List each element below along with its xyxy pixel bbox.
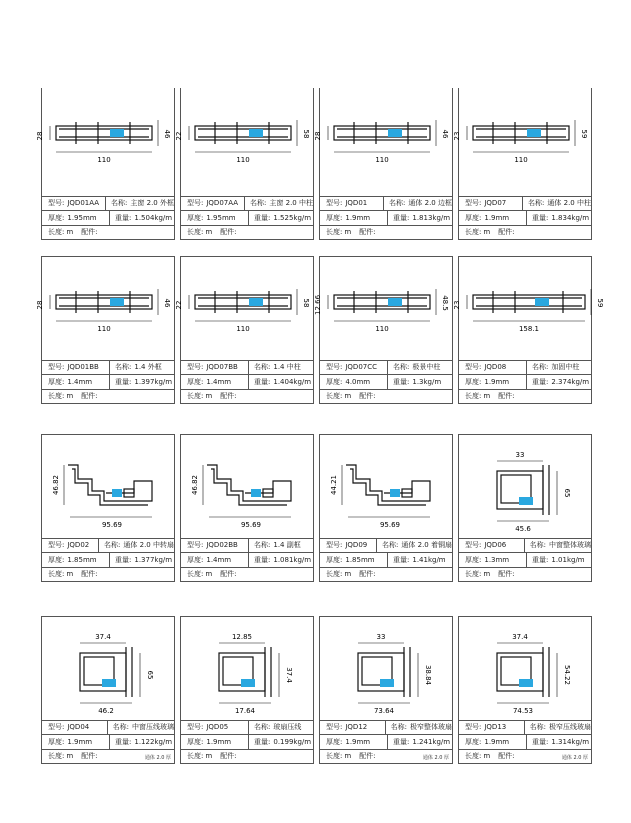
profile-drawing [453, 257, 604, 360]
material-note: 通体 2.0 厚 [561, 755, 588, 761]
thickness-value: 1.9mm [67, 737, 93, 746]
spec-row-thickness: 厚度: 1.85mm 重量: 1.377kg/m [42, 552, 174, 567]
name-value: 1.4 中柱 [273, 363, 301, 372]
spec-table [459, 720, 591, 764]
dim-label: 23 [453, 300, 461, 310]
dim-label: 12.66 [314, 294, 322, 316]
thickness-value: 1.9mm [484, 377, 510, 386]
dim-label: 48.5 [441, 295, 449, 311]
profile-card-jqd07 [453, 88, 592, 240]
name-value: 1.4 外框 [134, 363, 162, 372]
spec-table [320, 196, 452, 240]
model-value: JQD06 [484, 541, 507, 550]
length-unit: m [66, 228, 74, 237]
spec-row-thickness: 厚度: 1.9mm 重量: 2.374kg/m [459, 374, 591, 389]
profile-drawing [320, 617, 452, 720]
spec-table [181, 720, 313, 764]
spec-row-length: 长度: m 配件: [459, 567, 591, 582]
thickness-value: 1.3mm [484, 555, 510, 564]
dim-label: 65 [563, 488, 571, 498]
dim-label: 58 [302, 129, 310, 139]
spec-row-thickness: 厚度: 1.9mm 重量: 1.834kg/m [459, 210, 591, 225]
spec-row-thickness: 厚度: 1.9mm 重量: 1.314kg/m [459, 734, 591, 749]
model-value: JQD04 [67, 723, 90, 732]
drawing-area [314, 257, 452, 360]
spec-table [181, 360, 313, 404]
spec-row-thickness: 厚度: 1.4mm 重量: 1.081kg/m [181, 552, 313, 567]
dim-label: 110 [514, 156, 528, 164]
profile-drawing [320, 435, 452, 538]
profile-card-jqd08 [453, 256, 604, 404]
drawing-area [453, 257, 604, 360]
parts-label: 配件: [81, 752, 98, 761]
spec-row-length: 长度: m 配件: [42, 389, 174, 404]
spec-row-model: 型号: JQD07BB 名称: 1.4 中柱 [181, 360, 313, 375]
spec-table [459, 196, 591, 240]
spec-table [459, 360, 591, 404]
parts-label: 配件: [220, 392, 237, 401]
model-value: JQD12 [345, 723, 368, 732]
name-value: 1.4 副框 [273, 541, 301, 550]
profile-card-jqd02bb [180, 434, 314, 582]
dim-label: 110 [236, 325, 250, 333]
weight-value: 1.41kg/m [412, 555, 446, 564]
weight-value: 0.199kg/m [273, 737, 312, 746]
model-value: JQD01 [345, 199, 368, 208]
parts-label: 配件: [220, 570, 237, 579]
dim-label: 37.4 [512, 633, 528, 641]
dim-label: 46 [163, 298, 171, 308]
drawing-area [36, 257, 174, 360]
profile-card-jqd01bb [36, 256, 175, 404]
spec-row-length: 长度: m 配件: [459, 389, 591, 404]
spec-table [459, 538, 591, 582]
spec-row-length: 长度: m 配件: [320, 749, 452, 764]
weight-value: 1.504kg/m [134, 213, 173, 222]
spec-row-model: 型号: JQD13 名称: 极窄压线玻扇 [459, 720, 591, 735]
profile-drawing [459, 617, 591, 720]
weight-value: 1.377kg/m [134, 555, 173, 564]
profile-card-jqd07cc [314, 256, 453, 404]
name-value: 主窗 2.0 中柱 [269, 199, 313, 208]
profile-drawing [459, 435, 591, 538]
spec-row-model: 型号: JQD01 名称: 通体 2.0 边框 [320, 196, 452, 211]
spec-table [42, 360, 174, 404]
drawing-area [181, 435, 313, 538]
dim-label: 28 [314, 131, 322, 141]
spec-table [320, 720, 452, 764]
parts-label: 配件: [220, 228, 237, 237]
profile-card-jqd09 [319, 434, 453, 582]
spec-table [181, 196, 313, 240]
length-unit: m [483, 752, 491, 761]
dim-label: 46.2 [98, 707, 114, 715]
dim-label: 12.85 [231, 633, 253, 641]
spec-row-thickness: 厚度: 1.9mm 重量: 1.813kg/m [320, 210, 452, 225]
name-value: 通体 2.0 中转扇 [123, 541, 174, 550]
spec-row-length: 长度: m 配件: [320, 225, 452, 240]
weight-value: 1.122kg/m [134, 737, 173, 746]
name-value: 玻扇压线 [273, 723, 302, 732]
thickness-value: 1.9mm [345, 213, 371, 222]
dim-label: 54.22 [563, 664, 571, 686]
dim-label: 38.84 [424, 664, 432, 686]
dim-label: 46.82 [191, 474, 199, 496]
model-value: JQD09 [345, 541, 368, 550]
model-value: JQD07BB [206, 363, 238, 372]
weight-value: 2.374kg/m [551, 377, 590, 386]
dim-label: 28 [36, 300, 44, 310]
parts-label: 配件: [498, 570, 515, 579]
length-unit: m [205, 228, 213, 237]
profile-drawing [181, 435, 313, 538]
dim-label: 46 [441, 129, 449, 139]
dim-label: 33 [376, 633, 386, 641]
parts-label: 配件: [498, 228, 515, 237]
drawing-area [42, 435, 174, 538]
model-value: JQD05 [206, 723, 229, 732]
spec-row-length: 长度: m 配件: [42, 749, 174, 764]
profile-card-jqd04 [41, 616, 175, 764]
profile-card-jqd07bb [175, 256, 314, 404]
length-unit: m [344, 228, 352, 237]
drawing-area [320, 435, 452, 538]
spec-row-model: 型号: JQD12 名称: 极窄整体玻扇 [320, 720, 452, 735]
dim-label: 110 [236, 156, 250, 164]
model-value: JQD08 [484, 363, 507, 372]
profile-drawing [36, 88, 174, 191]
spec-table [320, 360, 452, 404]
drawing-area [36, 88, 174, 191]
parts-label: 配件: [81, 392, 98, 401]
profile-drawing [42, 617, 174, 720]
material-note: 通体 2.0 厚 [144, 755, 171, 761]
length-unit: m [483, 228, 491, 237]
spec-row-model: 型号: JQD01AA 名称: 主窗 2.0 外框 [42, 196, 174, 211]
drawing-area [181, 617, 313, 720]
drawing-area [453, 88, 591, 191]
spec-row-length: 长度: m 配件: [42, 225, 174, 240]
drawing-area [175, 88, 313, 191]
profile-card-jqd13 [458, 616, 592, 764]
dim-label: 23 [453, 131, 461, 141]
length-unit: m [205, 752, 213, 761]
parts-label: 配件: [81, 228, 98, 237]
spec-row-length: 长度: m 配件: [42, 567, 174, 582]
spec-table [42, 196, 174, 240]
dim-label: 46.82 [52, 474, 60, 496]
length-unit: m [205, 570, 213, 579]
dim-label: 59 [580, 129, 588, 139]
weight-value: 1.3kg/m [412, 377, 442, 386]
spec-row-thickness: 厚度: 1.95mm 重量: 1.504kg/m [42, 210, 174, 225]
profile-drawing [453, 88, 591, 191]
spec-row-thickness: 厚度: 1.3mm 重量: 1.01kg/m [459, 552, 591, 567]
spec-row-model: 型号: JQD05 名称: 玻扇压线 [181, 720, 313, 735]
length-unit: m [66, 570, 74, 579]
spec-row-thickness: 厚度: 1.4mm 重量: 1.397kg/m [42, 374, 174, 389]
profile-drawing [175, 88, 313, 191]
parts-label: 配件: [359, 752, 376, 761]
profile-card-jqd01 [314, 88, 453, 240]
name-value: 中窗压线玻璃 [132, 723, 174, 732]
weight-value: 1.241kg/m [412, 737, 451, 746]
weight-value: 1.813kg/m [412, 213, 451, 222]
name-value: 通体 2.0 中柱 [547, 199, 591, 208]
spec-row-model: 型号: JQD02 名称: 通体 2.0 中转扇 [42, 538, 174, 553]
dim-label: 37.4 [95, 633, 111, 641]
parts-label: 配件: [498, 392, 515, 401]
dim-label: 44.21 [330, 474, 338, 496]
spec-row-thickness: 厚度: 1.9mm 重量: 0.199kg/m [181, 734, 313, 749]
spec-row-model: 型号: JQD08 名称: 加固中柱 [459, 360, 591, 375]
spec-row-model: 型号: JQD07 名称: 通体 2.0 中柱 [459, 196, 591, 211]
profile-drawing [36, 257, 174, 360]
spec-row-model: 型号: JQD06 名称: 中窗整体玻璃 [459, 538, 591, 553]
dim-label: 95.69 [101, 521, 123, 529]
dim-label: 33 [515, 451, 525, 459]
dim-label: 17.64 [234, 707, 256, 715]
thickness-value: 1.4mm [206, 377, 232, 386]
thickness-value: 1.95mm [67, 213, 97, 222]
length-unit: m [66, 752, 74, 761]
dim-label: 58 [302, 298, 310, 308]
spec-row-length: 长度: m 配件: [320, 567, 452, 582]
dim-label: 95.69 [379, 521, 401, 529]
profile-drawing [42, 435, 174, 538]
spec-row-thickness: 厚度: 1.9mm 重量: 1.241kg/m [320, 734, 452, 749]
profile-card-jqd05 [180, 616, 314, 764]
length-unit: m [344, 570, 352, 579]
spec-row-thickness: 厚度: 1.85mm 重量: 1.41kg/m [320, 552, 452, 567]
weight-value: 1.081kg/m [273, 555, 312, 564]
spec-row-thickness: 厚度: 1.4mm 重量: 1.404kg/m [181, 374, 313, 389]
parts-label: 配件: [359, 392, 376, 401]
spec-row-model: 型号: JQD04 名称: 中窗压线玻璃 [42, 720, 174, 735]
profile-card-jqd02 [41, 434, 175, 582]
dim-label: 46 [163, 129, 171, 139]
name-value: 通体 2.0 边框 [408, 199, 452, 208]
parts-label: 配件: [81, 570, 98, 579]
length-unit: m [205, 392, 213, 401]
spec-row-length: 长度: m 配件: [181, 749, 313, 764]
parts-label: 配件: [359, 228, 376, 237]
model-value: JQD02BB [206, 541, 238, 550]
profile-card-jqd06 [458, 434, 592, 582]
name-value: 极窄压线玻扇 [549, 723, 591, 732]
spec-row-model: 型号: JQD02BB 名称: 1.4 副框 [181, 538, 313, 553]
dim-label: 45.6 [515, 525, 531, 533]
profile-card-jqd12 [319, 616, 453, 764]
name-value: 主窗 2.0 外框 [130, 199, 174, 208]
dim-label: 110 [375, 325, 389, 333]
spec-row-length: 长度: m 配件: [459, 749, 591, 764]
thickness-value: 4.0mm [345, 377, 371, 386]
length-unit: m [66, 392, 74, 401]
name-value: 极景中柱 [412, 363, 441, 372]
dim-label: 110 [97, 156, 111, 164]
spec-table [320, 538, 452, 582]
weight-value: 1.834kg/m [551, 213, 590, 222]
thickness-value: 1.9mm [484, 213, 510, 222]
profile-drawing [181, 617, 313, 720]
model-value: JQD01AA [67, 199, 100, 208]
spec-row-model: 型号: JQD07AA 名称: 主窗 2.0 中柱 [181, 196, 313, 211]
spec-row-thickness: 厚度: 4.0mm 重量: 1.3kg/m [320, 374, 452, 389]
spec-table [181, 538, 313, 582]
spec-table [42, 720, 174, 764]
dim-label: 110 [375, 156, 389, 164]
profile-drawing [175, 257, 313, 360]
drawing-area [459, 435, 591, 538]
dim-label: 158.1 [518, 325, 540, 333]
spec-row-thickness: 厚度: 1.9mm 重量: 1.122kg/m [42, 734, 174, 749]
thickness-value: 1.85mm [345, 555, 375, 564]
spec-row-length: 长度: m 配件: [459, 225, 591, 240]
length-unit: m [344, 752, 352, 761]
dim-label: 59 [596, 298, 604, 308]
model-value: JQD13 [484, 723, 507, 732]
model-value: JQD07CC [345, 363, 378, 372]
drawing-area [175, 257, 313, 360]
profile-card-jqd01aa [36, 88, 175, 240]
name-value: 加固中柱 [551, 363, 580, 372]
weight-value: 1.525kg/m [273, 213, 312, 222]
thickness-value: 1.4mm [67, 377, 93, 386]
model-value: JQD02 [67, 541, 90, 550]
dim-label: 28 [36, 131, 44, 141]
spec-row-length: 长度: m 配件: [320, 389, 452, 404]
dim-label: 74.53 [512, 707, 534, 715]
weight-value: 1.01kg/m [551, 555, 585, 564]
spec-row-model: 型号: JQD09 名称: 通体 2.0 着铜扇 [320, 538, 452, 553]
thickness-value: 1.9mm [345, 737, 371, 746]
spec-table [42, 538, 174, 582]
drawing-area [314, 88, 452, 191]
profile-drawing [314, 257, 452, 360]
name-value: 极窄整体玻扇 [410, 723, 452, 732]
thickness-value: 1.9mm [484, 737, 510, 746]
thickness-value: 1.85mm [67, 555, 97, 564]
weight-value: 1.397kg/m [134, 377, 173, 386]
spec-row-thickness: 厚度: 1.95mm 重量: 1.525kg/m [181, 210, 313, 225]
weight-value: 1.404kg/m [273, 377, 312, 386]
profile-card-jqd07aa [175, 88, 314, 240]
spec-row-length: 长度: m 配件: [181, 225, 313, 240]
spec-row-model: 型号: JQD01BB 名称: 1.4 外框 [42, 360, 174, 375]
material-note: 通体 2.0 厚 [422, 755, 449, 761]
spec-row-length: 长度: m 配件: [181, 389, 313, 404]
drawing-area [42, 617, 174, 720]
dim-label: 22 [175, 131, 183, 141]
thickness-value: 1.9mm [206, 737, 232, 746]
length-unit: m [483, 392, 491, 401]
drawing-area [459, 617, 591, 720]
parts-label: 配件: [220, 752, 237, 761]
spec-row-length: 长度: m 配件: [181, 567, 313, 582]
dim-label: 65 [146, 670, 154, 680]
length-unit: m [344, 392, 352, 401]
dim-label: 95.69 [240, 521, 262, 529]
model-value: JQD07 [484, 199, 507, 208]
spec-row-model: 型号: JQD07CC 名称: 极景中柱 [320, 360, 452, 375]
thickness-value: 1.4mm [206, 555, 232, 564]
model-value: JQD01BB [67, 363, 99, 372]
dim-label: 37.4 [285, 667, 293, 683]
dim-label: 22 [175, 300, 183, 310]
drawing-area [320, 617, 452, 720]
thickness-value: 1.95mm [206, 213, 236, 222]
parts-label: 配件: [359, 570, 376, 579]
dim-label: 73.64 [373, 707, 395, 715]
name-value: 中窗整体玻璃 [549, 541, 591, 550]
profile-drawing [314, 88, 452, 191]
parts-label: 配件: [498, 752, 515, 761]
model-value: JQD07AA [206, 199, 239, 208]
length-unit: m [483, 570, 491, 579]
name-value: 通体 2.0 着铜扇 [401, 541, 452, 550]
dim-label: 110 [97, 325, 111, 333]
weight-value: 1.314kg/m [551, 737, 590, 746]
